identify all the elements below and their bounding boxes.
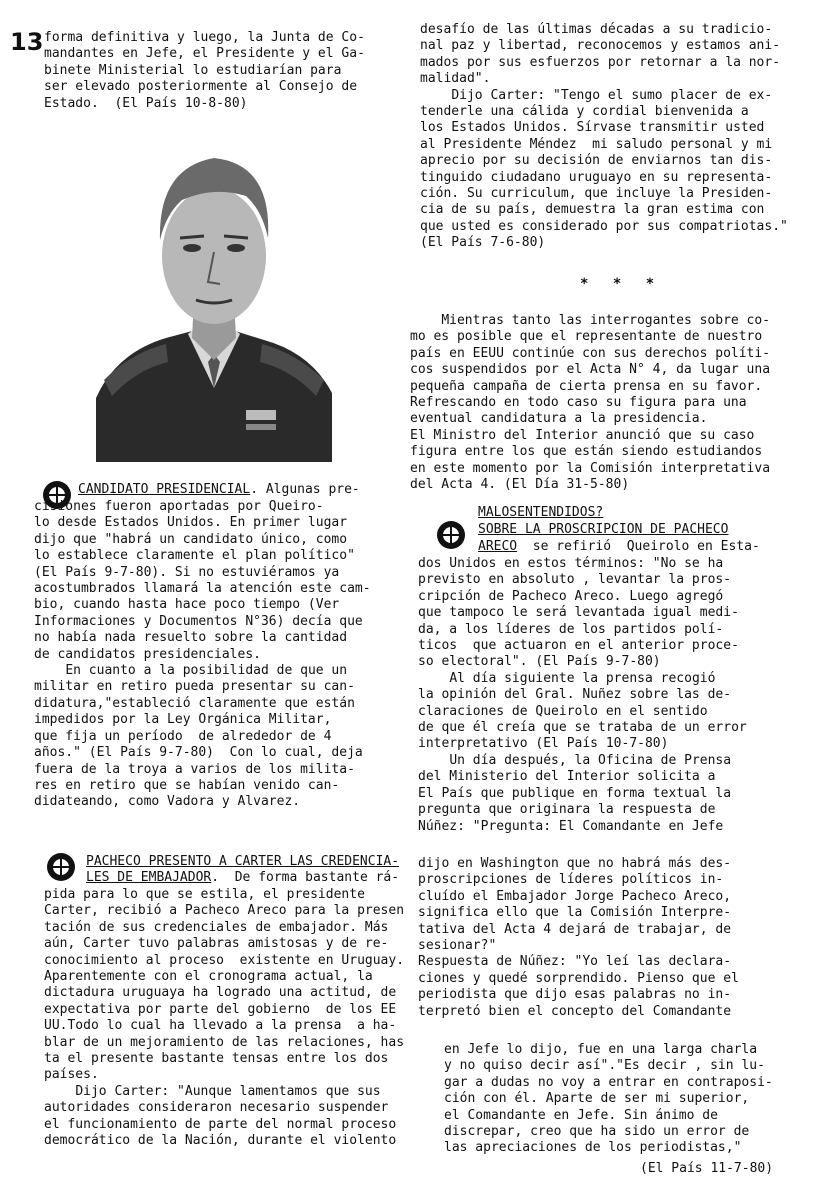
pacheco-carter-heading-line2-wrap [86, 870, 399, 886]
malos-body-2: dijo en Washington que no habrá más des- proscripciones de líderes políticos in- cluído el Embajador Jorge Pacheco Areco, significa ello que la Comisión Interpre- tativa del Acta 4 dejará de trabajar, de sesionar?" Respuesta de Núñez: "Yo leí las declara- ciones y quedé sorprendido. Pienso que el periodista que dijo esas palabras no in- terpretó bien el concepto del Comandante [418, 856, 739, 1019]
candidato-lead: . Algunas pre- [250, 482, 360, 497]
pacheco-carter-body: pida para lo que se estila, el presidente Carter, recibió a Pacheco Areco para la presen tación de sus credenciales de embajador. Más aún, Carter tuvo palabras amistosas y de re- conocimiento al proceso existente en Uruguay. Aparentemente con el cronograma actual, la dictadura uruguaya ha logrado una actitud, de expectativa por parte del gobierno de los EE UU.Todo lo cual ha llevado a la prensa a ha- blar de un mejoramiento de las relaciones, has ta el presente bastante tensas entre los dos países. Dijo Carter: "Aunque lamentamos que sus autoridades consideraron necesario suspender el funcionamiento de parte del normal proceso democrático de la Nación, durante el violento [44, 887, 405, 1149]
malos-body: dos Unidos en estos términos: "No se ha previsto en absoluto , levantar la pros- cripción de Pacheco Areco. Luego agregó que tampoco le será levantada igual medi- da, a los líderes de los partidos polí- ticos que actuaron en el anterior proce- so electoral". (El País 9-7-80) Al día siguiente la prensa recogió la opinión del Gral. Nuñez sobre las de- claraciones de Queirolo en el sentido de que él creía que se trataba de un error interpretativo (El País 10-7-80) Un día después, la Oficina de Prensa del Ministerio del Interior solicita a El País que publique en forma textual la pregunta que originara la respuesta de Núñez: "Pregunta: El Comandante en Jefe [418, 556, 747, 834]
malos-heading-line3-wrap [478, 539, 760, 555]
malos-body-3: en Jefe lo dijo, fue en una larga charla y no quiso decir así"."Es decir , sin lu- gar a dudas no voy a entrar en contraposi- ción con él. Aparte de ser mi superior, el Comandante en Jefe. Sin ánimo de discrepar, creo que ha sido un error de las apreciaciones de los periodistas," [444, 1042, 773, 1156]
mientras-paragraph: Mientras tanto las interrogantes sobre co- mo es posible que el representante de nuestro país en EEUU continúe con sus derechos políti- cos suspendidos por el Acta N° 4, da lugar una pequeña campaña de cierta prensa en su favor. Refrescando en todo caso su figura para una eventual candidatura a la presidencia. El Ministro del Interior anunció que su caso figura entre los que están siendo estudiandos en este momento por la Comisión interpretativa del Acta 4. (El Día 31-5-80) [410, 313, 771, 493]
officer-portrait-photo [96, 148, 332, 462]
page-number: 13 [10, 28, 44, 56]
globe-bullet-icon [46, 852, 76, 882]
candidato-heading: CANDIDATO PRESIDENCIAL [78, 482, 251, 497]
malos-source: (El País 11-7-80) [640, 1161, 774, 1176]
pacheco-carter-heading-line2: LES DE EMBAJADOR [86, 870, 212, 885]
pacheco-carter-lead: . De forma bastante rá- [211, 870, 400, 885]
malos-heading-line2: SOBRE LA PROSCRIPCION DE PACHECO [478, 522, 729, 537]
malos-heading-line1: MALOSENTENDIDOS? [478, 505, 604, 520]
malos-lead: se refirió Queirolo en Esta- [517, 539, 760, 554]
candidato-heading-line [78, 482, 360, 498]
candidato-body: cisiones fueron aportadas por Queiro- lo desde Estados Unidos. En primer lugar dijo que "habrá un candidato único, como lo establece claramente el plan político" (El País 9-7-80). Si no estuviéramos ya acostumbrados llamará la atención este cam- bio, cuando hasta hace poco tiempo (Ver Informaciones y Documentos N°36) decía que no había nada resuelto sobre la cantidad de candidatos presidenciales. En cuanto a la posibilidad de que un militar en retiro pueda presentar su can- didatura,"estableció claramente que están impedidos por la Ley Orgánica Militar, que fija un período de alrededor de 4 años." (El País 9-7-80) Con lo cual, deja fuera de la troya a varios de los milita- res en retiro que se habían venido can- didateando, como Vadora y Alvarez. [34, 499, 371, 810]
pacheco-carter-heading-line1: PACHECO PRESENTO A CARTER LAS CREDENCIA- [86, 854, 400, 869]
carter-continuation: desafío de las últimas décadas a su tradicio- nal paz y libertad, reconocemos y estamos ani- mados por sus esfuerzos por retornar a la nor- malidad". Dijo Carter: "Tengo el sumo placer de ex- tenderle una cálida y cordial bienvenida a los Estados Unidos. Sírvase transmitir usted al Presidente Méndez mi saludo personal y mi aprecio por su decisión de enviarnos tan dis- tinguido ciudadano uruguayo en su representa- ción. Su curriculum, que incluye la Presiden- cia de su país, demuestra la gran estima con que usted es considerado por sus compatriotas." (El País 7-6-80) [420, 22, 788, 251]
malos-heading-line3: ARECO [478, 539, 518, 554]
globe-bullet-icon [436, 520, 466, 550]
section-separator: * * * [580, 276, 663, 292]
intro-paragraph: forma definitiva y luego, la Junta de Co- mandantes en Jefe, el Presidente y el Ga- binete Ministerial lo estudiarían para ser elevado posteriormente al Consejo de Estado. (El País 10-8-80) [44, 30, 365, 111]
